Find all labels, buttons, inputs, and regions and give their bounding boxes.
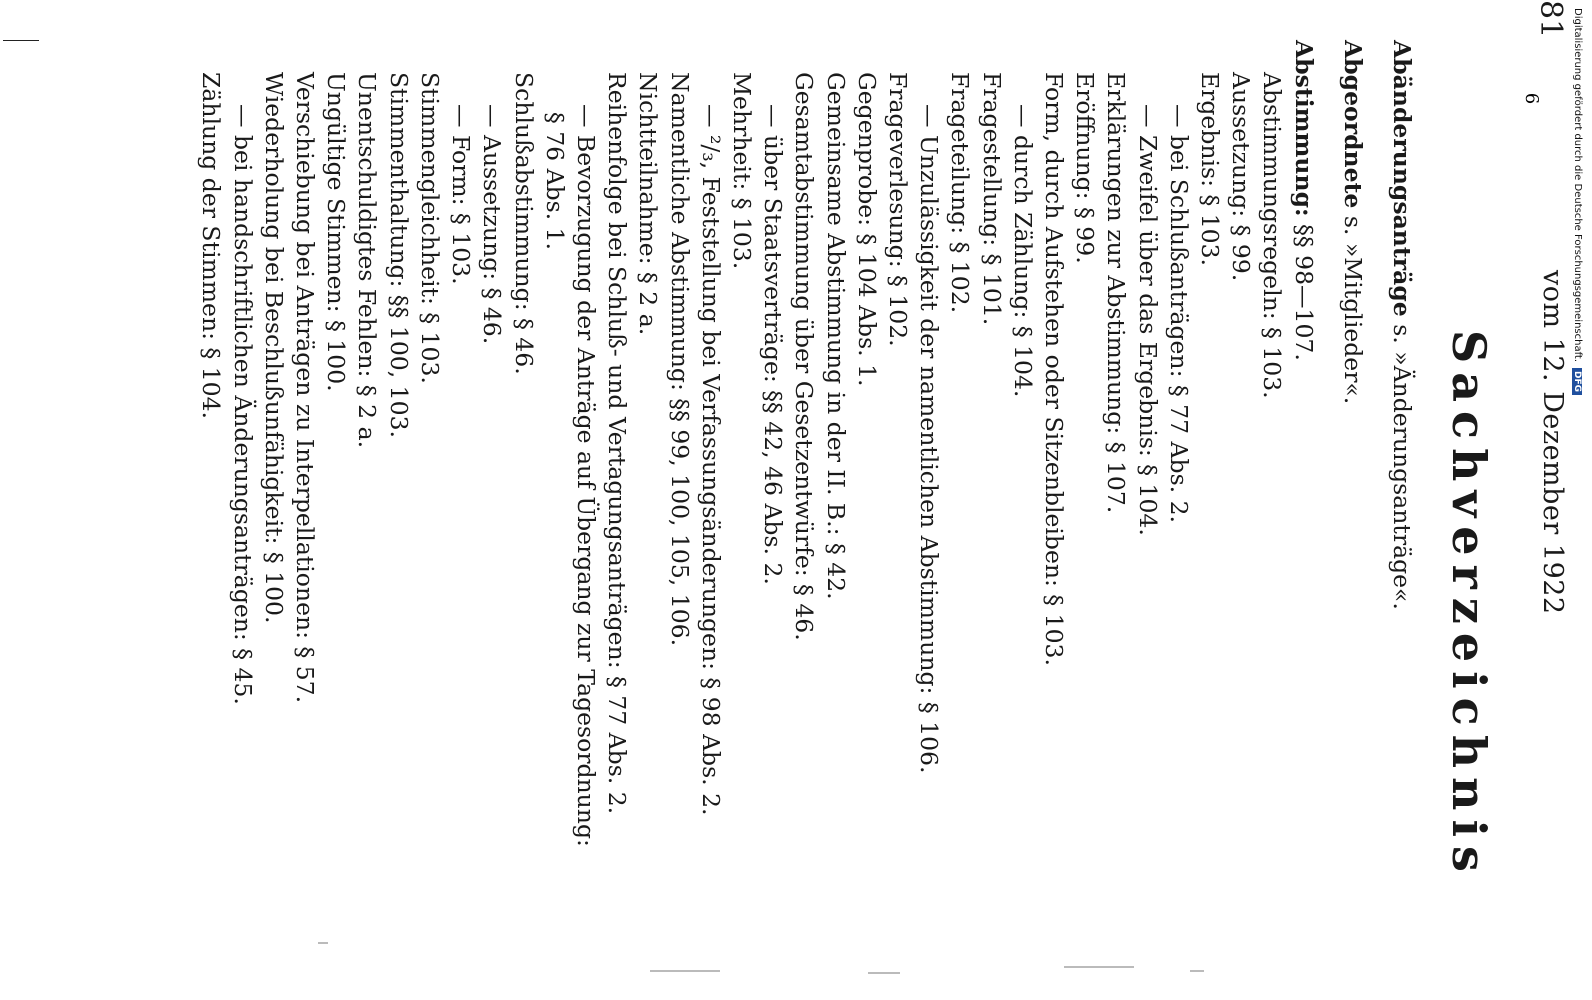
- entry-heading: Abgeordnete: [1338, 40, 1367, 209]
- scan-smudge: [1064, 966, 1134, 968]
- index-entry: Gesamtabstimmung über Gesetzentwürfe: § 46.: [790, 72, 819, 641]
- index-entry: — bei Schlußanträgen: § 77 Abs. 2.: [1164, 104, 1193, 523]
- dfg-logo: DFG: [1572, 368, 1582, 395]
- index-entry: Gemeinsame Abstimmung in der II. B.: § 42.: [821, 72, 850, 600]
- index-entry: — Aussetzung: § 46.: [478, 104, 507, 345]
- running-head: vom 12. Dezember 1922: [1537, 270, 1568, 615]
- index-entry: Ungültige Stimmen: § 100.: [322, 72, 351, 392]
- credit-text: Digitalisierung gefördert durch die Deutsche Forschungsgemeinschaft.: [1572, 8, 1583, 363]
- entry-rest: §§ 98—107.: [1289, 216, 1318, 361]
- entry-heading: Abänderungsanträge: [1388, 40, 1416, 317]
- index-entry: — Form: § 103.: [447, 104, 476, 285]
- index-entry: Schlußabstimmung: § 46.: [509, 72, 538, 375]
- margin-rule: [3, 40, 39, 41]
- index-entry: — ²/₃, Feststellung bei Verfassungsänderungen: § 98 Abs. 2.: [696, 104, 725, 816]
- entry-rest: s. »Änderungsanträge«.: [1388, 316, 1416, 610]
- index-entry: — über Staatsverträge: §§ 42, 46 Abs. 2.: [759, 104, 788, 585]
- index-entry: — Bevorzugung der Anträge auf Übergang zur Tagesordnung:: [571, 104, 600, 847]
- index-entry: Gegenprobe: § 104 Abs. 1.: [852, 72, 881, 387]
- index-entry: Frageverlesung: § 102.: [883, 72, 912, 347]
- signature-mark: 6: [1521, 92, 1543, 105]
- index-entry: Fragestellung: § 101.: [977, 72, 1006, 326]
- index-entry: Ergebnis: § 103.: [1195, 72, 1224, 267]
- scan-smudge: [650, 970, 720, 972]
- index-entries: [195, 40, 1417, 980]
- index-entry: Reihenfolge bei Schluß- und Vertagungsanträgen: § 77 Abs. 2.: [603, 72, 632, 815]
- index-entry: [1287, 40, 1318, 980]
- index-entry: — bei handschriftlichen Änderungsanträgen: § 45.: [228, 104, 257, 705]
- entry-heading: Abstimmung:: [1289, 40, 1318, 217]
- index-entry: [1337, 40, 1368, 980]
- index-entry: Unentschuldigtes Fehlen: § 2 a.: [353, 72, 382, 449]
- entry-rest: s. »Mitglieder«.: [1338, 208, 1367, 405]
- scan-smudge: [318, 942, 328, 944]
- entry-gap: [1319, 40, 1337, 980]
- index-entry: Nichtteilnahme: § 2 a.: [634, 72, 663, 336]
- index-entry: [1386, 40, 1417, 980]
- digitization-credit: [1556, 8, 1592, 998]
- index-entry: Stimmengleichheit: § 103.: [415, 72, 444, 384]
- index-entry: Eröffnung: § 99.: [1071, 72, 1100, 264]
- index-entry: Erklärungen zur Abstimmung: § 107.: [1102, 72, 1131, 514]
- index-entry: Form, durch Aufstehen oder Sitzenbleiben: § 103.: [1039, 72, 1068, 666]
- index-entry: — durch Zählung: § 104.: [1008, 104, 1037, 398]
- scan-smudge: [868, 972, 900, 974]
- scan-smudge: [1190, 970, 1204, 972]
- index-entry: Aussetzung: § 99.: [1227, 72, 1256, 282]
- entry-gap: [1368, 40, 1386, 980]
- index-entry: Wiederholung bei Beschlußunfähigkeit: § 100.: [259, 72, 288, 624]
- index-entry: — Unzulässigkeit der namentlichen Abstimmung: § 106.: [915, 104, 944, 774]
- index-entry: § 76 Abs. 1.: [540, 112, 569, 251]
- index-entry: Zählung der Stimmen: § 104.: [197, 72, 226, 420]
- index-entry: Verschiebung bei Anträgen zu Interpellationen: § 57.: [291, 72, 320, 704]
- index-entry: Namentliche Abstimmung: §§ 99, 100, 105, 106.: [665, 72, 694, 647]
- index-entry: Mehrheit: § 103.: [727, 72, 756, 270]
- index-entry: Abstimmungsregeln: § 103.: [1258, 72, 1287, 399]
- index-entry: Stimmenthaltung: §§ 100, 103.: [384, 72, 413, 439]
- index-entry: — Zweifel über das Ergebnis: § 104.: [1133, 104, 1162, 536]
- page-title: Sachverzeichnis: [1442, 330, 1496, 881]
- page-number: 81: [1533, 0, 1568, 39]
- index-entry: Frageteilung: § 102.: [946, 72, 975, 314]
